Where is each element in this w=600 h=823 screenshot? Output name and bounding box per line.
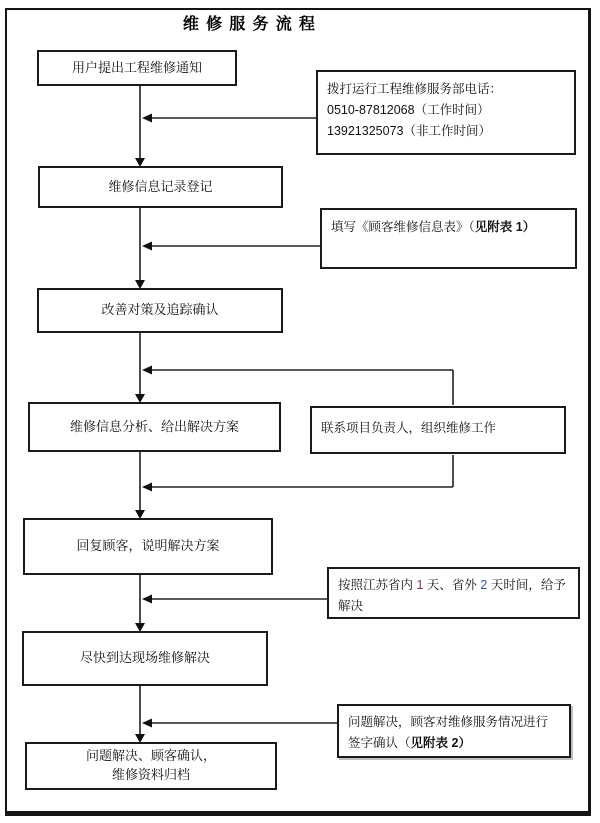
note-timeframe-box [327, 567, 580, 619]
flow-step-analyze-solution [28, 402, 281, 452]
flow-step-line1: 问题解决、顾客确认， [85, 748, 216, 764]
note-sign-bold: 见附表 [410, 736, 449, 750]
note-form-text: 填写《顾客维修信息表》（ [331, 220, 475, 234]
note-phone-box [316, 70, 576, 155]
flow-step-label: 用户提出工程维修通知 [71, 59, 202, 75]
flow-step-request-notice [37, 50, 237, 86]
note-time-mid: 天、省外 [423, 578, 481, 592]
note-phone-line3: 13921325073（非工作时间） [327, 124, 491, 138]
note-phone-line1: 拨打运行工程维修服务部电话： [327, 82, 503, 96]
note-time-pre: 按照江苏省内 [338, 578, 417, 592]
note-time-day2: 2 [480, 578, 488, 592]
flow-step-onsite-repair [22, 631, 268, 686]
flow-step-record-info [38, 166, 283, 208]
flow-step-label: 改善对策及追踪确认 [101, 302, 219, 318]
page-title: 维修服务流程 [182, 16, 323, 33]
note-phone-line2: 0510-87812068（工作时间） [327, 103, 490, 117]
flow-step-label: 尽快到达现场维修解决 [79, 650, 210, 666]
note-time-day1: 1 [416, 578, 424, 592]
note-sign-line2 [348, 733, 560, 754]
note-contact-box [310, 406, 566, 454]
note-time-post: 天时间，给予解决 [338, 578, 566, 613]
flow-step-label: 维修信息分析、给出解决方案 [69, 418, 239, 434]
note-sign-line1: 问题解决，顾客对维修服务情况进行 [348, 715, 549, 729]
flow-step-label: 维修信息记录登记 [108, 178, 213, 194]
flow-step-reply-customer [23, 518, 273, 575]
note-form-ref: 1） [512, 220, 536, 234]
flow-step-label [86, 747, 216, 785]
note-sign-ref: 2） [448, 736, 471, 750]
flow-step-label: 回复顾客，说明解决方案 [76, 538, 220, 554]
note-form-bold: 见附表 [474, 220, 513, 234]
flow-step-archive [25, 742, 277, 790]
note-sign-pre: 签字确认（ [348, 736, 411, 750]
note-signature-box [337, 704, 571, 758]
note-contact-text: 联系项目负责人，组织维修工作 [321, 421, 497, 435]
note-form-box [320, 208, 577, 269]
flow-step-improve-confirm [37, 288, 283, 333]
flow-step-line2: 维修资料归档 [111, 767, 190, 782]
